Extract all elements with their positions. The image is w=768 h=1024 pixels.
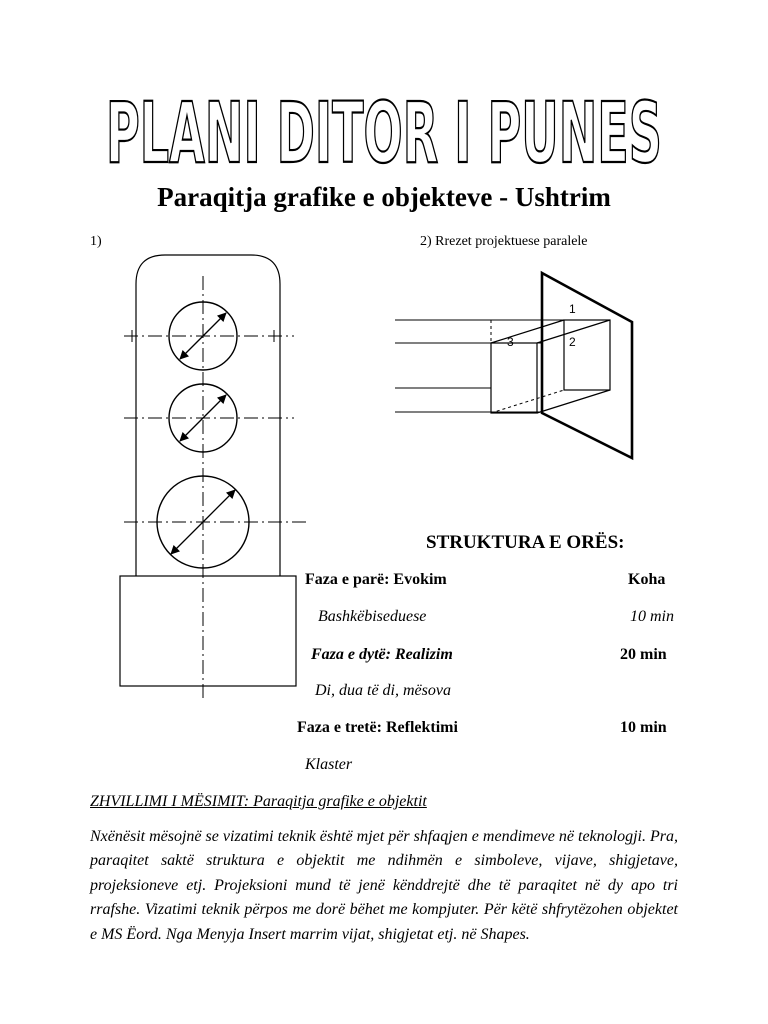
phase-2-title: Faza e dytë: Realizim — [311, 646, 453, 663]
figure-1-drawing — [110, 250, 310, 710]
development-body: Nxënësit mësojnë se vizatimi teknik është mjet për shfaqjen e mendimeve në teknologji. Pra, paraqitet saktë struktura e objektit me ndihmën e simboleve, vijave, shigjetave, projeksioneve etj. Projeksioni mund të jenë kënddrejtë dhe të paraqitet në dy apo tri rrafshe. Vizatimi teknik përpos me dorë bëhet me kompjuter. Për këtë shfrytëzohen objektet e MS Ëord. Nga Menyja Insert marrim vijat, shigjetat etj. në Shapes. — [90, 828, 678, 943]
structure-heading: STRUKTURA E ORËS: — [426, 532, 625, 553]
figure-2-label: 2) Rrezet projektuese paralele — [420, 234, 588, 249]
plane-label-2: 2 — [569, 335, 576, 349]
figure-1-label: 1) — [90, 234, 102, 249]
plane-label-3: 3 — [507, 335, 514, 349]
phase-3-title: Faza e tretë: Reflektimi — [297, 719, 458, 736]
phase-1-time: 10 min — [630, 608, 674, 625]
time-header: Koha — [628, 571, 666, 588]
projected-cube — [491, 320, 610, 413]
phase-3-method: Klaster — [305, 756, 353, 773]
phase-1-title: Faza e parë: Evokim — [305, 571, 447, 588]
page-title — [0, 88, 768, 178]
phase-3-time: 10 min — [620, 719, 667, 736]
body-outline — [120, 255, 296, 686]
page-title-text: PLANI DITOR I PUNES — [106, 88, 662, 178]
centre-lines — [124, 276, 306, 702]
hidden-edges — [491, 320, 564, 413]
subtitle: Paraqitja grafike e objekteve - Ushtrim — [157, 182, 611, 212]
plane-label-1: 1 — [569, 302, 576, 316]
phase-2-time: 20 min — [620, 646, 667, 663]
figure-2-drawing — [390, 265, 650, 465]
phase-2-method: Di, dua të di, mësova — [315, 682, 451, 699]
projection-plane — [542, 273, 632, 458]
development-heading: ZHVILLIMI I MËSIMIT: Paraqitja grafike e objektit — [90, 793, 427, 810]
phase-1-method: Bashkëbiseduese — [318, 608, 427, 625]
